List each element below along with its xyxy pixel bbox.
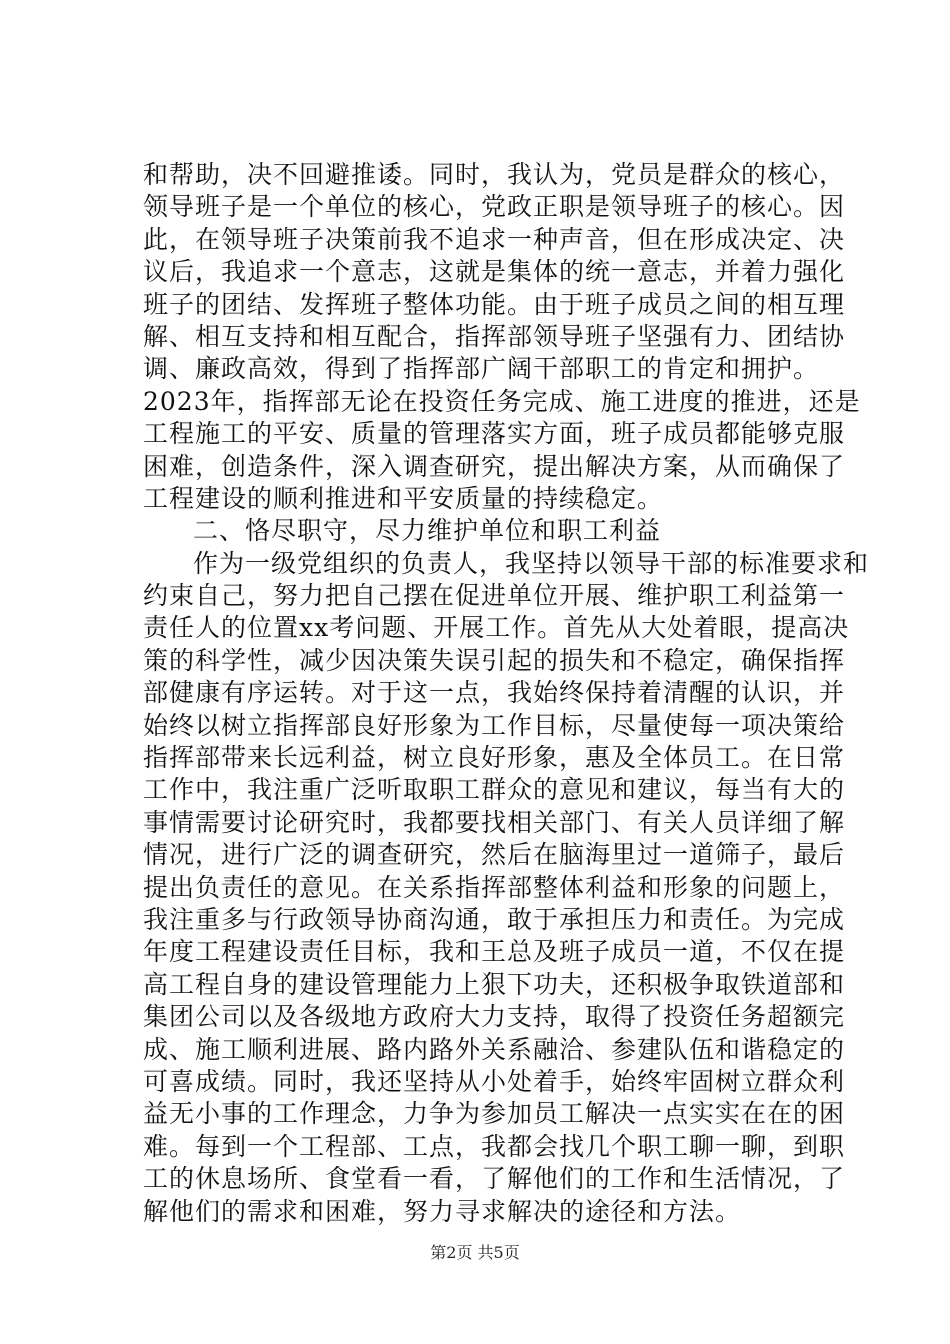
text-line: 工程施工的平安、质量的管理落实方面，班子成员都能够克服 [143,419,846,449]
section-heading: 二、恪尽职守，尽力维护单位和职工利益 [193,516,662,546]
text-line: 议后，我追求一个意志，这就是集体的统一意志，并着力强化 [143,257,846,287]
text-line: 提出负责任的意见。在关系指挥部整体利益和形象的问题上， [143,872,846,902]
text-line: 情况，进行广泛的调查研究，然后在脑海里过一道筛子，最后 [143,840,846,870]
text-line: 约束自己，努力把自己摆在促进单位开展、维护职工利益第一 [143,581,846,611]
text-line: 解、相互支持和相互配合，指挥部领导班子坚强有力、团结协 [143,321,846,351]
text-line: 可喜成绩。同时，我还坚持从小处着手，始终牢固树立群众利 [143,1066,846,1096]
text-line: 年度工程建设责任目标，我和王总及班子成员一道，不仅在提 [143,937,846,967]
text-line: 此，在领导班子决策前我不追求一种声音，但在形成决定、决 [143,224,846,254]
text-line: 集团公司以及各级地方政府大力支持，取得了投资任务超额完 [143,1002,846,1032]
text-line: 工程建设的顺利推进和平安质量的持续稳定。 [143,483,664,513]
text-line: 策的科学性，减少因决策失误引起的损失和不稳定，确保指挥 [143,645,846,675]
text-line: 领导班子是一个单位的核心，党政正职是领导班子的核心。因 [143,192,846,222]
paragraph-first-line: 作为一级党组织的负责人，我坚持以领导干部的标准要求和 [193,548,870,578]
text-line: 难。每到一个工程部、工点，我都会找几个职工聊一聊，到职 [143,1131,846,1161]
text-line: 责任人的位置xx考问题、开展工作。首先从大处着眼，提高决 [143,613,850,643]
text-line: 调、廉政高效，得到了指挥部广阔干部职工的肯定和拥护。 [143,354,820,384]
text-line: 工作中，我注重广泛听取职工群众的意见和建议，每当有大的 [143,775,846,805]
page-number: 第2页 共5页 [430,1243,520,1262]
text-line: 始终以树立指挥部良好形象为工作目标，尽量使每一项决策给 [143,710,846,740]
text-line: 益无小事的工作理念，力争为参加员工解决一点实实在在的困 [143,1099,846,1129]
text-line: 班子的团结、发挥班子整体功能。由于班子成员之间的相互理 [143,289,846,319]
text-line: 解他们的需求和困难，努力寻求解决的途径和方法。 [143,1196,742,1226]
document-body [143,159,870,1228]
text-line: 和帮助，决不回避推诿。同时，我认为，党员是群众的核心， [143,160,846,189]
text-line: 工的休息场所、食堂看一看，了解他们的工作和生活情况，了 [143,1164,846,1194]
text-line: 指挥部带来长远利益，树立良好形象，惠及全体员工。在日常 [143,743,846,773]
text-line: 成、施工顺利进展、路内路外关系融洽、参建队伍和谐稳定的 [143,1034,846,1064]
text-line: 我注重多与行政领导协商沟通，敢于承担压力和责任。为完成 [143,904,846,934]
text-line: 高工程自身的建设管理能力上狠下功夫，还积极争取铁道部和 [143,969,846,999]
text-line: 2023年，指挥部无论在投资任务完成、施工进度的推进，还是 [143,386,861,416]
text-line: 困难，创造条件，深入调查研究，提出解决方案，从而确保了 [143,451,846,481]
text-line: 事情需要讨论研究时，我都要找相关部门、有关人员详细了解 [143,807,846,837]
text-line: 部健康有序运转。对于这一点，我始终保持着清醒的认识，并 [143,678,846,708]
